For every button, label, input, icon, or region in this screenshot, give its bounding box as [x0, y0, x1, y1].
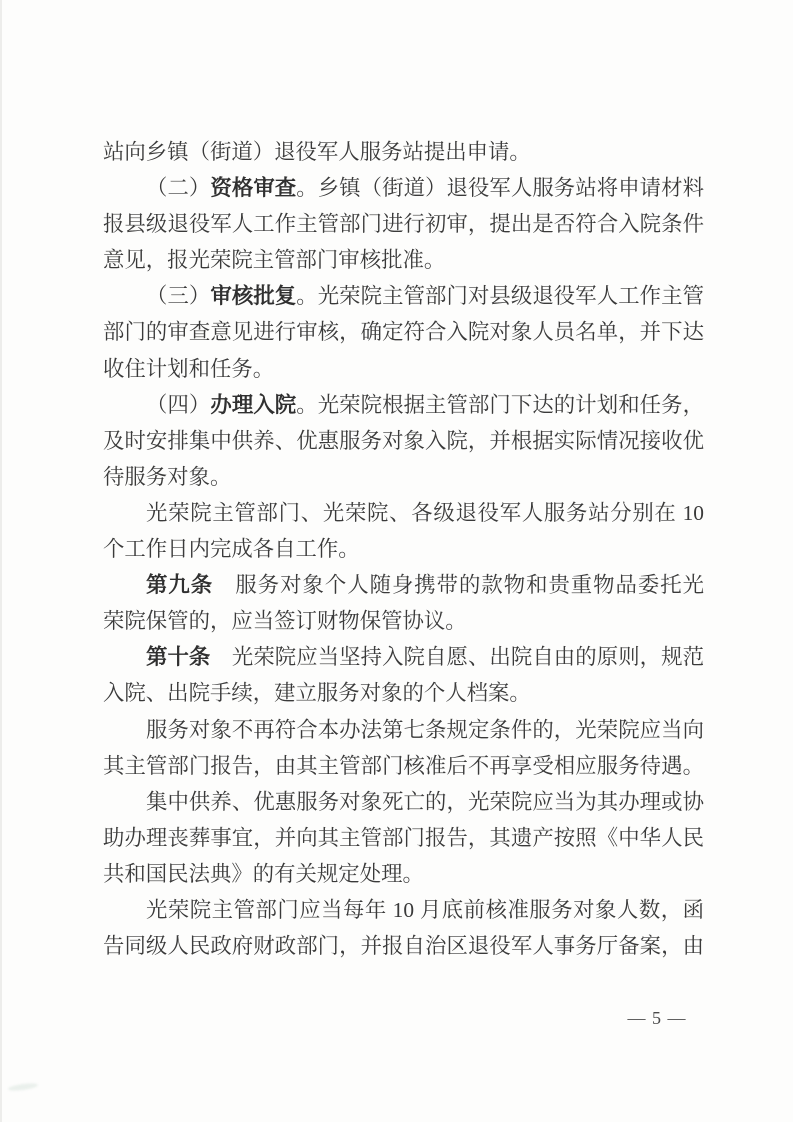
- text-segment: （三）: [146, 284, 211, 309]
- text-segment: 光荣院应当坚持入院自愿、出院自由的原则，规范: [210, 645, 704, 670]
- text-line-23: [103, 928, 704, 964]
- text-segment: 报县级退役军人工作主管部门进行初审，提出是否符合入院条件: [103, 212, 704, 237]
- text-line-21: [103, 856, 704, 892]
- scan-edge-artifact: [0, 0, 2, 1122]
- text-line-18: [103, 748, 704, 784]
- text-line-13: [103, 567, 704, 603]
- bold-term: 第九条: [146, 573, 214, 598]
- document-body: [103, 134, 704, 964]
- text-line-1: [103, 134, 704, 170]
- text-segment: 荣院保管的，应当签订财物保管协议。: [103, 609, 467, 634]
- text-segment: 待服务对象。: [103, 464, 232, 489]
- text-line-10: [103, 459, 704, 495]
- text-segment: 服务对象个人随身携带的款物和贵重物品委托光: [213, 573, 704, 598]
- text-line-20: [103, 820, 704, 856]
- text-segment: 意见，报光荣院主管部门审核批准。: [103, 248, 446, 273]
- bold-term: 第十条: [146, 645, 211, 670]
- text-segment: 入院、出院手续，建立服务对象的个人档案。: [103, 681, 531, 706]
- text-line-5: [103, 278, 704, 314]
- bold-term: 审核批复: [210, 284, 297, 309]
- text-segment: 告同级人民政府财政部门，并报自治区退役军人事务厅备案，由: [103, 934, 704, 959]
- text-segment: 助办理丧葬事宜，并向其主管部门报告，其遗产按照《中华人民: [103, 825, 704, 850]
- text-segment: 收住计划和任务。: [103, 356, 275, 381]
- bold-term: 资格审查: [210, 176, 297, 201]
- text-segment: 及时安排集中供养、优惠服务对象入院，并根据实际情况接收优: [103, 428, 704, 453]
- text-segment: 共和国民法典》的有关规定处理。: [103, 861, 424, 886]
- text-segment: 光荣院主管部门、光荣院、各级退役军人服务站分别在 10: [146, 500, 704, 525]
- text-segment: 个工作日内完成各自工作。: [103, 537, 360, 562]
- text-segment: 服务对象不再符合本办法第七条规定条件的，光荣院应当向: [146, 717, 704, 742]
- text-line-14: [103, 603, 704, 639]
- text-line-22: [103, 892, 704, 928]
- text-line-9: [103, 423, 704, 459]
- text-segment: 。光荣院根据主管部门下达的计划和任务，: [296, 392, 704, 417]
- text-line-2: [103, 170, 704, 206]
- page-number: — 5 —: [627, 1008, 687, 1028]
- text-segment: （二）: [146, 176, 211, 201]
- bold-term: 办理入院: [210, 392, 297, 417]
- text-segment: 。光荣院主管部门对县级退役军人工作主管: [296, 284, 704, 309]
- text-segment: 光荣院主管部门应当每年 10 月底前核准服务对象人数，函: [146, 897, 704, 922]
- text-line-3: [103, 206, 704, 242]
- text-line-15: [103, 639, 704, 675]
- text-line-19: [103, 784, 704, 820]
- text-line-11: [103, 495, 704, 531]
- text-line-6: [103, 314, 704, 350]
- text-segment: 集中供养、优惠服务对象死亡的，光荣院应当为其办理或协: [146, 789, 704, 814]
- text-segment: 。乡镇（街道）退役军人服务站将申请材料: [296, 176, 704, 201]
- text-line-4: [103, 242, 704, 278]
- text-segment: 站向乡镇（街道）退役军人服务站提出申请。: [103, 140, 531, 164]
- text-segment: 其主管部门报告，由其主管部门核准后不再享受相应服务待遇。: [103, 753, 704, 778]
- text-segment: （四）: [146, 392, 211, 417]
- text-line-16: [103, 675, 704, 711]
- text-line-8: [103, 387, 704, 423]
- text-segment: 部门的审查意见进行审核，确定符合入院对象人员名单，并下达: [103, 320, 704, 345]
- scan-smudge-artifact: [8, 1082, 39, 1092]
- text-line-17: [103, 712, 704, 748]
- text-line-12: [103, 531, 704, 567]
- text-line-7: [103, 351, 704, 387]
